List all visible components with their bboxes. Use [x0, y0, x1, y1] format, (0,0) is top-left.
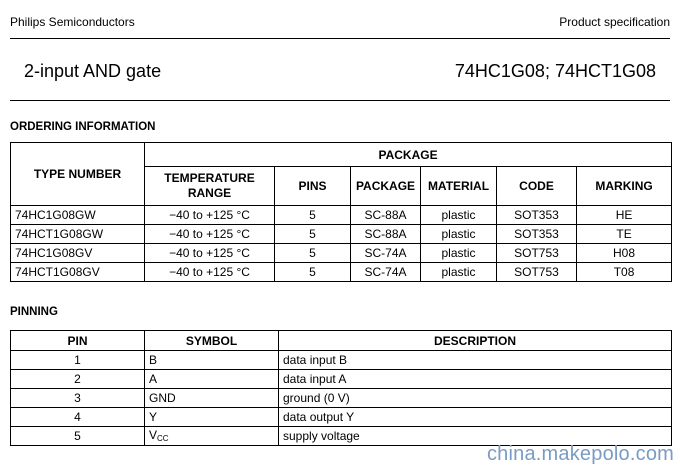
- col-package: PACKAGE: [351, 167, 421, 206]
- type-number-cell: 74HCT1G08GV: [11, 263, 145, 282]
- col-code: CODE: [497, 167, 577, 206]
- marking-cell: T08: [577, 263, 672, 282]
- package-cell: SC-74A: [351, 244, 421, 263]
- document-type: Product specification: [559, 15, 670, 29]
- pin-row: [11, 389, 672, 408]
- ordering-row: [11, 263, 672, 282]
- pin-number-cell: 3: [11, 389, 145, 408]
- material-cell: plastic: [421, 263, 497, 282]
- pins-cell: 5: [275, 244, 351, 263]
- pins-cell: 5: [275, 206, 351, 225]
- pin-description-cell: data input B: [279, 351, 672, 370]
- col-pin: PIN: [11, 331, 145, 351]
- ordering-row: [11, 244, 672, 263]
- marking-cell: H08: [577, 244, 672, 263]
- col-description: DESCRIPTION: [279, 331, 672, 351]
- pin-symbol-cell: Y: [145, 408, 279, 427]
- type-number-cell: 74HC1G08GV: [11, 244, 145, 263]
- ordering-row: [11, 206, 672, 225]
- pin-symbol-cell: A: [145, 370, 279, 389]
- symbol-base: V: [149, 428, 158, 442]
- col-package-group: PACKAGE: [145, 143, 672, 167]
- temperature-cell: −40 to +125 °C: [145, 206, 275, 225]
- pinning-table: [10, 330, 672, 446]
- pin-description-cell: ground (0 V): [279, 389, 672, 408]
- col-pins: PINS: [275, 167, 351, 206]
- type-number-cell: 74HCT1G08GW: [11, 225, 145, 244]
- pin-row: [11, 370, 672, 389]
- pin-row: [11, 351, 672, 370]
- device-title: 2-input AND gate: [24, 61, 162, 81]
- pin-description-cell: data output Y: [279, 408, 672, 427]
- ordering-section-title: ORDERING INFORMATION: [10, 121, 156, 133]
- company-name: Philips Semiconductors: [10, 15, 135, 29]
- material-cell: plastic: [421, 225, 497, 244]
- col-marking: MARKING: [577, 167, 672, 206]
- pinning-section-title: PINNING: [10, 306, 58, 318]
- col-symbol: SYMBOL: [145, 331, 279, 351]
- pin-number-cell: 5: [11, 427, 145, 446]
- watermark: china.makepolo.com: [486, 443, 674, 465]
- pin-description-cell: supply voltage: [279, 427, 672, 446]
- code-cell: SOT753: [497, 263, 577, 282]
- code-cell: SOT753: [497, 244, 577, 263]
- pin-description-cell: data input A: [279, 370, 672, 389]
- pin-row: [11, 408, 672, 427]
- package-cell: SC-88A: [351, 206, 421, 225]
- pin-number-cell: 2: [11, 370, 145, 389]
- material-cell: plastic: [421, 244, 497, 263]
- code-cell: SOT353: [497, 225, 577, 244]
- title-rule: [10, 100, 670, 101]
- temperature-cell: −40 to +125 °C: [145, 263, 275, 282]
- header-rule: [10, 38, 670, 39]
- symbol-subscript: CC: [157, 434, 169, 443]
- marking-cell: TE: [577, 225, 672, 244]
- marking-cell: HE: [577, 206, 672, 225]
- material-cell: plastic: [421, 206, 497, 225]
- col-temperature-range: TEMPERATURE RANGE: [145, 167, 275, 206]
- pin-symbol-cell: [145, 427, 279, 446]
- temperature-cell: −40 to +125 °C: [145, 244, 275, 263]
- pin-number-cell: 1: [11, 351, 145, 370]
- type-number-cell: 74HC1G08GW: [11, 206, 145, 225]
- ordering-table: [10, 142, 672, 282]
- part-numbers: 74HC1G08; 74HCT1G08: [454, 61, 656, 81]
- pins-cell: 5: [275, 263, 351, 282]
- pins-cell: 5: [275, 225, 351, 244]
- ordering-row: [11, 225, 672, 244]
- pin-number-cell: 4: [11, 408, 145, 427]
- pin-symbol-cell: B: [145, 351, 279, 370]
- temperature-cell: −40 to +125 °C: [145, 225, 275, 244]
- package-cell: SC-74A: [351, 263, 421, 282]
- code-cell: SOT353: [497, 206, 577, 225]
- col-type-number: TYPE NUMBER: [11, 143, 145, 206]
- pin-symbol-cell: GND: [145, 389, 279, 408]
- package-cell: SC-88A: [351, 225, 421, 244]
- col-material: MATERIAL: [421, 167, 497, 206]
